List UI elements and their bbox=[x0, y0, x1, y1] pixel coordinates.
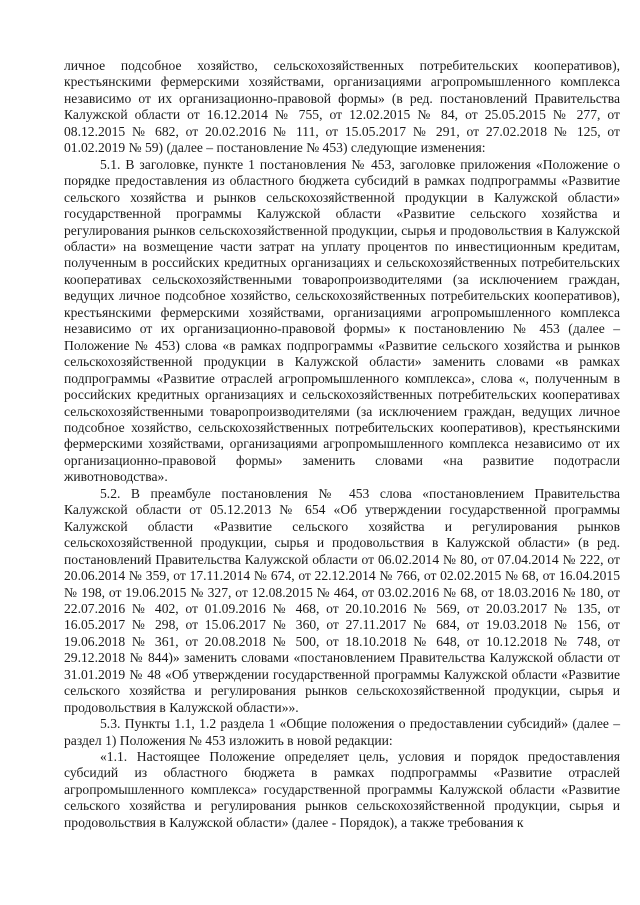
document-page bbox=[64, 58, 620, 831]
paragraph-5-1: 5.1. В заголовке, пункте 1 постановления № 453, заголовке приложения «Положение о порядке предоставления из областного бюджета субсидий в рамках подпрограммы «Развитие сельского хозяйства и рынков сельскохозяйственной продукции в Калужской области» государственной программы Калужской области «Развитие сельского хозяйства и регулирования рынков сельскохозяйственной продукции, сырья и продовольствия в Калужской области» на возмещение части затрат на уплату процентов по инвестиционным кредитам, полученным в российских кредитных организациях и сельскохозяйственных потребительских кооперативах сельскохозяйственными товаропроизводителями (за исключением граждан, ведущих личное подсобное хозяйство, сельскохозяйственных потребительских кооперативов), крестьянскими фермерскими хозяйствами, организациями агропромышленного комплекса независимо от их организационно-правовой формы» к постановлению № 453 (далее – Положение № 453) слова «в рамках подпрограммы «Развитие сельского хозяйства и рынков сельскохозяйственной продукции в Калужской области» заменить словами «в рамках подпрограммы «Развитие отраслей агропромышленного комплекса», слова «, полученным в российских кредитных организациях и сельскохозяйственных потребительских кооперативах сельскохозяйственными товаропроизводителями (за исключением граждан, ведущих личное подсобное хозяйство, сельскохозяйственных потребительских кооперативов), крестьянскими фермерскими хозяйствами, организациями агропромышленного комплекса независимо от их организационно-правовой формы» заменить словами «на развитие подотрасли животноводства». bbox=[64, 156, 620, 485]
paragraph-5-3: 5.3. Пункты 1.1, 1.2 раздела 1 «Общие положения о предоставлении субсидий» (далее – раздел 1) Положения № 453 изложить в новой редакции: bbox=[64, 716, 620, 748]
paragraph-5-2: 5.2. В преамбуле постановления № 453 слова «постановлением Правительства Калужской области от 05.12.2013 № 654 «Об утверждении государственной программы Калужской области «Развитие сельского хозяйства и регулирования рынков сельскохозяйственной продукции, сырья и продовольствия в Калужской области» (в ред. постановлений Правительства Калужской области от 06.02.2014 № 80, от 07.04.2014 № 222, от 20.06.2014 № 359, от 17.11.2014 № 674, от 22.12.2014 № 766, от 02.02.2015 № 68, от 16.04.2015 № 198, от 19.06.2015 № 327, от 12.08.2015 № 464, от 03.02.2016 № 68, от 18.03.2016 № 180, от 22.07.2016 № 402, от 01.09.2016 № 468, от 20.10.2016 № 569, от 20.03.2017 № 135, от 16.05.2017 № 298, от 15.06.2017 № 360, от 27.11.2017 № 684, от 19.03.2018 № 156, от 19.06.2018 № 361, от 20.08.2018 № 500, от 18.10.2018 № 648, от 10.12.2018 № 748, от 29.12.2018 № 844)» заменить словами «постановлением Правительства Калужской области от 31.01.2019 № 48 «Об утверждении государственной программы Калужской области «Развитие сельского хозяйства и регулирования рынков сельскохозяйственной продукции, сырья и продовольствия в Калужской области»». bbox=[64, 485, 620, 715]
paragraph-continuation: личное подсобное хозяйство, сельскохозяйственных потребительских кооперативов), крестьянскими фермерскими хозяйствами, организациями агропромышленного комплекса независимо от их организационно-правовой формы» (в ред. постановлений Правительства Калужской области от 16.12.2014 № 755, от 12.02.2015 № 84, от 25.05.2015 № 277, от 08.12.2015 № 682, от 20.02.2016 № 111, от 15.05.2017 № 291, от 27.02.2018 № 125, от 01.02.2019 № 59) (далее – постановление № 453) следующие изменения: bbox=[64, 58, 620, 156]
paragraph-1-1: «1.1. Настоящее Положение определяет цель, условия и порядок предоставления субсидий из областного бюджета в рамках подпрограммы «Развитие отраслей агропромышленного комплекса» государственной программы Калужской области «Развитие сельского хозяйства и регулирования рынков сельскохозяйственной продукции, сырья и продовольствия в Калужской области» (далее - Порядок), а также требования к bbox=[64, 749, 620, 830]
